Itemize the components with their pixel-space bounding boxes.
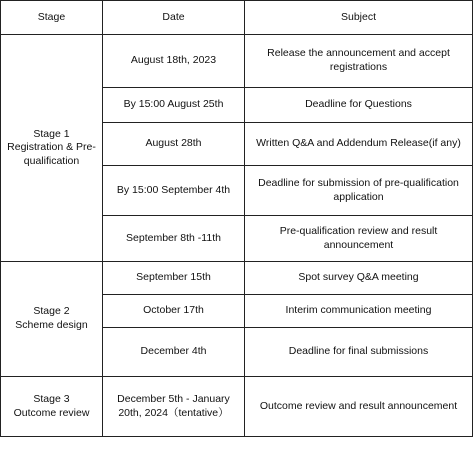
stage-label-line: Stage 1 <box>33 127 70 140</box>
date-text: October 17th <box>143 304 204 317</box>
subject-cell <box>245 295 473 328</box>
subject-cell <box>245 377 473 437</box>
subject-text: application <box>333 190 384 203</box>
subject-text: Spot survey Q&A meeting <box>298 271 419 284</box>
date-cell <box>103 166 245 216</box>
date-cell <box>103 88 245 123</box>
date-text: December 5th - January <box>117 392 230 405</box>
date-text: By 15:00 September 4th <box>116 183 231 196</box>
stage-label-line: Scheme design <box>15 319 88 331</box>
table-row <box>1 262 473 295</box>
subject-text: announcement <box>323 238 394 251</box>
subject-text: Deadline for Questions <box>305 98 412 111</box>
subject-text: registrations <box>329 61 388 73</box>
subject-cell <box>245 88 473 123</box>
stage-cell <box>1 262 103 377</box>
date-cell <box>103 35 245 88</box>
stage-cell <box>1 377 103 437</box>
stage-label-line: Stage 2 <box>33 305 70 318</box>
stage-label-line: qualification <box>23 154 80 167</box>
stage-cell <box>1 35 103 262</box>
subject-cell <box>245 123 473 166</box>
date-text: By 15:00 August 25th <box>123 98 224 111</box>
date-cell <box>103 377 245 437</box>
header-date: Date <box>103 1 245 35</box>
date-text: August 28th <box>145 137 202 150</box>
header-stage: Stage <box>1 1 103 35</box>
date-text: December 4th <box>140 345 207 358</box>
subject-cell <box>245 166 473 216</box>
date-cell <box>103 295 245 328</box>
subject-text: Deadline for submission of pre-qualification <box>258 176 459 189</box>
subject-cell <box>245 216 473 262</box>
date-text: September 8th -11th <box>126 231 221 244</box>
subject-text: Release the announcement and accept <box>267 47 450 60</box>
subject-text: Interim communication meeting <box>285 304 432 317</box>
subject-text: Outcome review and result announcement <box>259 399 458 412</box>
header-subject: Subject <box>245 1 473 35</box>
date-text: 20th, 2024（tentative） <box>118 406 229 419</box>
date-text: September 15th <box>136 271 211 284</box>
date-cell <box>103 262 245 295</box>
date-cell <box>103 123 245 166</box>
stage-label-line: Outcome review <box>13 406 90 419</box>
stage-label-line: Registration & Pre- <box>7 141 96 154</box>
table-row <box>1 377 473 437</box>
subject-text: Written Q&A and Addendum Release(if any) <box>256 137 461 150</box>
stage-label-line: Stage 3 <box>33 392 70 405</box>
subject-cell <box>245 35 473 88</box>
subject-cell <box>245 328 473 377</box>
date-text: August 18th, 2023 <box>130 54 217 67</box>
date-cell <box>103 216 245 262</box>
subject-text: Pre-qualification review and result <box>279 224 438 237</box>
date-cell <box>103 328 245 377</box>
subject-text: Deadline for final submissions <box>288 345 429 358</box>
header-row <box>1 1 473 35</box>
table-row <box>1 35 473 88</box>
subject-cell <box>245 262 473 295</box>
